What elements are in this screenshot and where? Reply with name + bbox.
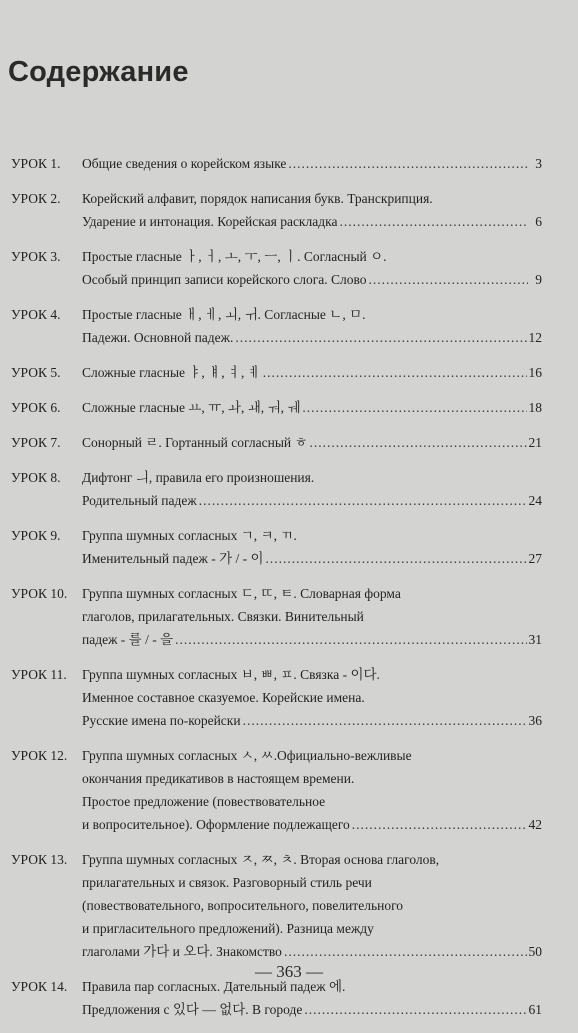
toc-entry	[0, 396, 578, 419]
toc-line: Простые гласные ㅐ, ㅔ, ㅚ, ㅟ. Согласные ㄴ, ㅁ.	[82, 307, 366, 322]
toc-line-text: Падежи. Основной падеж.	[82, 330, 234, 345]
lesson-description	[82, 848, 542, 963]
toc-line-text: падеж - 를 / - 을	[82, 632, 174, 647]
toc-line: и пригласительного предложений). Разница между	[82, 921, 374, 936]
toc-line: Дифтонг ㅢ, правила его произношения.	[82, 470, 315, 485]
toc-line-text: и вопросительное). Оформление подлежащего	[82, 817, 350, 832]
toc-line-text: Русские имена по-корейски	[82, 713, 241, 728]
toc-line	[82, 547, 542, 570]
toc-line-text: Особый принцип записи корейского слога. Слово	[82, 272, 367, 287]
dot-leader	[175, 628, 526, 651]
toc-line: Группа шумных согласных ㅂ, ㅃ, ㅍ. Связка - 이다.	[82, 667, 380, 682]
page-ref: 31	[528, 632, 542, 647]
toc-line: Корейский алфавит, порядок написания букв. Транскрипция.	[82, 191, 433, 206]
lesson-number: УРОК 12.	[11, 748, 68, 763]
toc-line: Группа шумных согласных ㄷ, ㄸ, ㅌ. Словарная форма	[82, 586, 401, 601]
dot-leader	[199, 489, 527, 512]
toc-line	[82, 361, 542, 384]
lesson-description	[82, 466, 542, 512]
toc-line	[82, 268, 542, 291]
toc-line-text: Именительный падеж - 가 / - 이	[82, 551, 264, 566]
lesson-number: УРОК 8.	[11, 470, 61, 485]
toc-entry	[0, 303, 578, 349]
toc-line	[82, 940, 542, 963]
lesson-number: УРОК 11.	[11, 667, 67, 682]
page-number: — 363 —	[255, 962, 323, 981]
page-ref: 6	[535, 214, 542, 229]
lesson-description	[82, 744, 542, 836]
page-ref: 21	[528, 435, 542, 450]
toc-line: прилагательных и связок. Разговорный стиль речи	[82, 875, 372, 890]
dot-leader	[266, 547, 527, 570]
page-ref: 36	[528, 713, 542, 728]
lesson-number: УРОК 2.	[11, 191, 61, 206]
toc-line	[82, 813, 542, 836]
toc-line: Простое предложение (повествовательное	[82, 794, 326, 809]
lesson-description	[82, 582, 542, 651]
toc-line	[82, 431, 542, 454]
dot-leader	[339, 210, 528, 233]
toc-line-text: Ударение и интонация. Корейская раскладка	[82, 214, 338, 229]
dot-leader	[235, 326, 526, 349]
toc-entry	[0, 361, 578, 384]
lesson-description	[82, 303, 542, 349]
lesson-number: УРОК 6.	[11, 400, 61, 415]
page-ref: 3	[535, 156, 542, 171]
toc-line: Простые гласные ㅏ, ㅓ, ㅗ, ㅜ, ㅡ, ㅣ. Согласный ㅇ.	[82, 249, 387, 264]
dot-leader	[352, 813, 527, 836]
page-ref: 12	[528, 330, 542, 345]
toc-entry	[0, 245, 578, 291]
toc-line-text: Сложные гласные ㅑ, ㅒ, ㅕ, ㅖ	[82, 365, 261, 380]
dot-leader	[304, 998, 526, 1021]
toc-line	[82, 998, 542, 1021]
toc-entry	[0, 848, 578, 963]
page-ref: 61	[528, 1002, 542, 1017]
toc-entry	[0, 152, 578, 175]
toc-line-text: глаголами 가다 и 오다. Знакомство	[82, 944, 282, 959]
toc-line	[82, 326, 542, 349]
page-ref: 9	[535, 272, 542, 287]
toc-entry	[0, 744, 578, 836]
lesson-number: УРОК 7.	[11, 435, 61, 450]
dot-leader	[288, 152, 528, 175]
page-ref: 18	[528, 400, 542, 415]
lesson-number: УРОК 13.	[11, 852, 68, 867]
dot-leader	[310, 431, 527, 454]
page-title: Содержание	[8, 56, 189, 88]
toc-line: (повествовательного, вопросительного, повелительного	[82, 898, 404, 913]
toc-line: Группа шумных согласных ㅈ, ㅉ, ㅊ. Вторая основа глаголов,	[82, 852, 440, 867]
lesson-description	[82, 431, 542, 454]
page-ref: 16	[528, 365, 542, 380]
toc-line-text: Предложения с 있다 — 없다. В городе	[82, 1002, 303, 1017]
lesson-description	[82, 524, 542, 570]
toc-line: Именное составное сказуемое. Корейские имена.	[82, 690, 365, 705]
toc-line-text: Сонорный ㄹ. Гортанный согласный ㅎ	[82, 435, 308, 450]
toc-line	[82, 210, 542, 233]
toc-entry	[0, 582, 578, 651]
lesson-number: УРОК 9.	[11, 528, 61, 543]
lesson-number: УРОК 14.	[11, 979, 68, 994]
toc-line: Правила пар согласных. Дательный падеж 에.	[82, 979, 346, 994]
dot-leader	[369, 268, 528, 291]
toc-entry	[0, 431, 578, 454]
lesson-number: УРОК 5.	[11, 365, 61, 380]
page-ref: 24	[528, 493, 542, 508]
dot-leader	[302, 396, 526, 419]
toc-line	[82, 628, 542, 651]
toc-entry	[0, 466, 578, 512]
page-ref: 42	[528, 817, 542, 832]
toc-line	[82, 709, 542, 732]
toc-line: Группа шумных согласных ㄱ, ㅋ, ㄲ.	[82, 528, 297, 543]
dot-leader	[284, 940, 527, 963]
lesson-number: УРОК 4.	[11, 307, 61, 322]
dot-leader	[263, 361, 527, 384]
toc-line-text: Родительный падеж	[82, 493, 197, 508]
lesson-description	[82, 152, 542, 175]
page-ref: 50	[528, 944, 542, 959]
page-ref: 27	[528, 551, 542, 566]
toc-line	[82, 489, 542, 512]
toc-line: глаголов, прилагательных. Связки. Винительный	[82, 609, 364, 624]
lesson-number: УРОК 1.	[11, 156, 61, 171]
lesson-description	[82, 187, 542, 233]
table-of-contents	[0, 152, 578, 1033]
toc-line-text: Сложные гласные ㅛ, ㅠ, ㅘ, ㅙ, ㅝ, ㅞ	[82, 400, 301, 415]
lesson-description	[82, 396, 542, 419]
toc-line: окончания предикативов в настоящем времени.	[82, 771, 355, 786]
toc-entry	[0, 524, 578, 570]
toc-line: Группа шумных согласных ㅅ, ㅆ.Официально-вежливые	[82, 748, 412, 763]
lesson-number: УРОК 3.	[11, 249, 61, 264]
toc-entry	[0, 187, 578, 233]
toc-line	[82, 396, 542, 419]
dot-leader	[243, 709, 527, 732]
toc-entry	[0, 663, 578, 732]
lesson-description	[82, 361, 542, 384]
lesson-number: УРОК 10.	[11, 586, 68, 601]
lesson-description	[82, 245, 542, 291]
lesson-description	[82, 663, 542, 732]
toc-line-text: Общие сведения о корейском языке	[82, 156, 287, 171]
toc-line	[82, 152, 542, 175]
